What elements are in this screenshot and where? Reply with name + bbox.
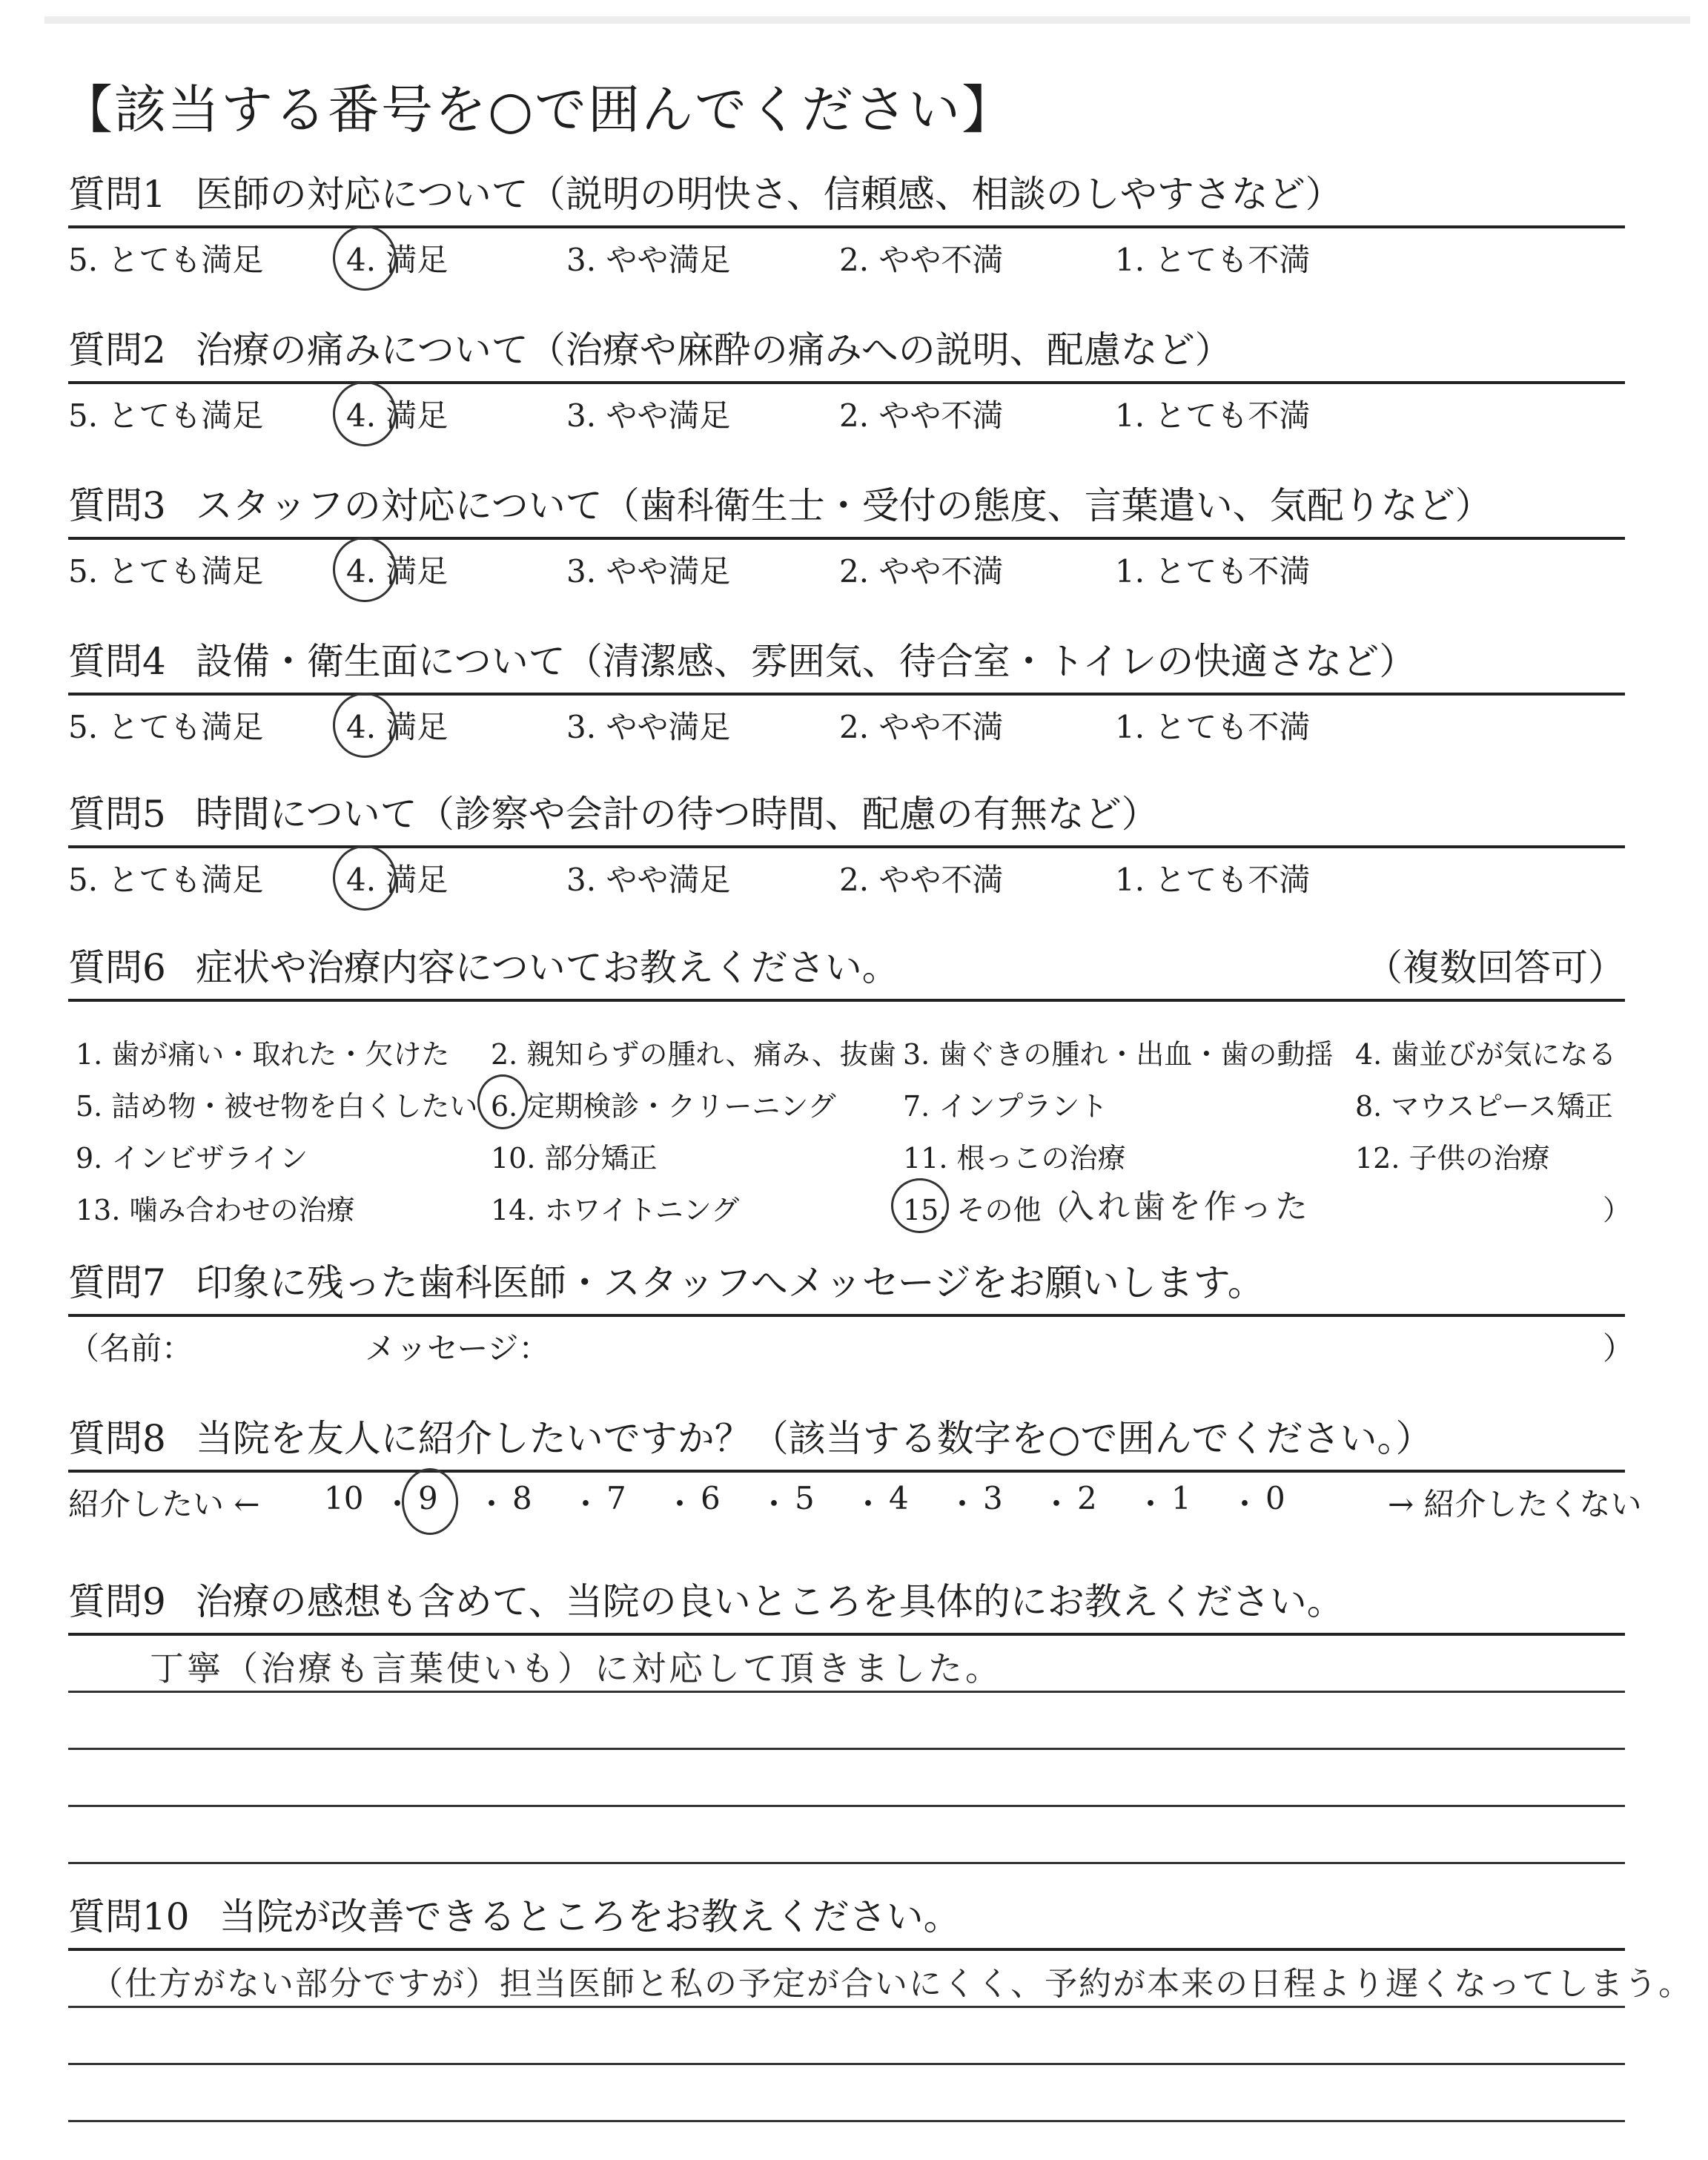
question-9 [68, 1572, 1625, 1864]
rating-option[interactable]: 1. とても不満 [1115, 862, 1311, 898]
scale-separator: ・ [947, 1486, 979, 1522]
recommend-scale [68, 1473, 1642, 1525]
message-label: メッセージ： [365, 1330, 550, 1367]
rating-options [68, 540, 1625, 592]
question-10 [68, 1887, 1693, 2122]
rating-option[interactable]: 5. とても満足 [68, 553, 264, 589]
question-6 [68, 938, 1632, 1226]
scale-separator: ・ [664, 1486, 696, 1522]
symptom-option[interactable]: 4. 歯並びが気になる [1355, 1038, 1617, 1071]
question-9-header [68, 1572, 1625, 1636]
question-8 [68, 1409, 1642, 1525]
answer-line [68, 1636, 1625, 1693]
question-8-header [68, 1409, 1625, 1473]
question-number: 質問3 [68, 484, 166, 527]
scale-separator: ・ [382, 1486, 414, 1522]
question-number: 質問7 [68, 1261, 166, 1304]
rating-options [68, 848, 1625, 900]
rating-option[interactable]: 3. やや満足 [566, 397, 731, 434]
question-5-header [68, 785, 1625, 848]
rating-option[interactable]: 1. とても不満 [1115, 397, 1311, 434]
question-4 [68, 632, 1625, 747]
answer-line [68, 2008, 1625, 2065]
scale-value[interactable]: 2 [1077, 1480, 1097, 1516]
symptom-option[interactable]: 6. 定期検診・クリーニング [491, 1090, 836, 1123]
rating-option[interactable]: 4. 満足 [346, 242, 448, 278]
message-close-paren: ） [1603, 1330, 1635, 1367]
scan-edge [44, 16, 1690, 24]
rating-option[interactable]: 4. 満足 [346, 709, 448, 745]
question-1-header [68, 165, 1625, 228]
question-10-header [68, 1887, 1625, 1951]
rating-option[interactable]: 5. とても満足 [68, 709, 264, 745]
handwritten-answer: 丁寧（治療も言葉使いも）に対応して頂きました。 [150, 1648, 1002, 1688]
rating-option[interactable]: 2. やや不満 [839, 862, 1004, 898]
rating-option[interactable]: 5. とても満足 [68, 862, 264, 898]
selection-circle [333, 845, 397, 911]
scale-separator: ・ [853, 1486, 884, 1522]
symptom-option[interactable]: 8. マウスピース矯正 [1355, 1090, 1613, 1123]
multiple-answer-note: （複数回答可） [1366, 946, 1625, 989]
rating-option[interactable]: 2. やや不満 [839, 242, 1004, 278]
rating-option[interactable]: 2. やや不満 [839, 397, 1004, 434]
scale-right-label: → 紹介したくない [1388, 1486, 1642, 1522]
rating-option[interactable]: 2. やや不満 [839, 709, 1004, 745]
question-3 [68, 476, 1625, 592]
answer-line [68, 1807, 1625, 1864]
question-6-header [68, 938, 1625, 1002]
question-text: 当院が改善できるところをお教えください。 [219, 1895, 961, 1938]
name-label: （名前： [68, 1330, 193, 1367]
symptom-option[interactable]: 7. インプラント [903, 1090, 1108, 1123]
question-7-header [68, 1253, 1625, 1317]
rating-options [68, 384, 1625, 436]
scale-separator: ・ [758, 1486, 790, 1522]
scale-separator: ・ [1041, 1486, 1073, 1522]
question-1 [68, 165, 1625, 280]
scale-value[interactable]: 1 [1171, 1480, 1191, 1516]
question-number: 質問8 [68, 1417, 166, 1460]
question-2-header [68, 320, 1625, 384]
rating-option[interactable]: 1. とても不満 [1115, 242, 1311, 278]
symptom-option[interactable]: 5. 詰め物・被せ物を白くしたい [76, 1090, 478, 1123]
question-text: 医師の対応について（説明の明快さ、信頼感、相談のしやすさなど） [195, 173, 1343, 216]
message-row [68, 1317, 1635, 1367]
question-text: 時間について（診察や会計の待つ時間、配慮の有無など） [195, 793, 1159, 836]
symptom-option[interactable]: 14. ホワイトニング [491, 1194, 740, 1226]
question-number: 質問5 [68, 793, 166, 836]
scale-value[interactable]: 8 [512, 1480, 532, 1516]
question-7 [68, 1253, 1635, 1367]
rating-option[interactable]: 5. とても満足 [68, 242, 264, 278]
scale-separator: ・ [1135, 1486, 1167, 1522]
selection-circle [333, 381, 397, 446]
question-4-header [68, 632, 1625, 696]
symptom-option[interactable]: 10. 部分矯正 [491, 1142, 658, 1175]
selection-circle [402, 1468, 458, 1535]
question-text: 治療の感想も含めて、当院の良いところを具体的にお教えください。 [195, 1580, 1344, 1623]
symptom-grid [68, 1002, 1632, 1226]
scale-value[interactable]: 7 [606, 1480, 626, 1516]
rating-options [68, 228, 1625, 280]
rating-option[interactable]: 3. やや満足 [566, 553, 731, 589]
scale-value[interactable]: 0 [1265, 1480, 1285, 1516]
scale-value[interactable]: 6 [701, 1480, 721, 1516]
selection-circle [333, 537, 397, 602]
scale-separator: ・ [570, 1486, 602, 1522]
question-number: 質問1 [68, 173, 166, 216]
answer-lines [68, 1636, 1625, 1864]
handwritten-answer: （仕方がない部分ですが）担当医師と私の予定が合いにくく、予約が本来の日程より遅くなってしまう。 [90, 1965, 1693, 2003]
scale-value[interactable]: 3 [983, 1480, 1003, 1516]
rating-options [68, 696, 1625, 747]
selection-circle [333, 693, 397, 758]
rating-option[interactable]: 2. やや不満 [839, 553, 1004, 589]
answer-line [68, 1951, 1693, 2008]
selection-circle [333, 225, 397, 291]
question-number: 質問6 [68, 946, 166, 989]
question-text: スタッフの対応について（歯科衛生士・受付の態度、言葉遣い、気配りなど） [195, 484, 1492, 527]
question-number: 質問10 [68, 1895, 190, 1938]
symptom-option[interactable]: 13. 噛み合わせの治療 [76, 1194, 355, 1226]
question-number: 質問2 [68, 328, 166, 371]
question-3-header [68, 476, 1625, 540]
page-title: 【該当する番号を○で囲んでください】 [61, 79, 1016, 140]
scale-separator: ・ [476, 1486, 508, 1522]
question-text: 症状や治療内容についてお教えください。 [195, 946, 899, 989]
scale-value[interactable]: 5 [795, 1480, 815, 1516]
rating-option[interactable]: 5. とても満足 [68, 397, 264, 434]
selection-circle [891, 1178, 949, 1233]
question-text: 印象に残った歯科医師・スタッフへメッセージをお願いします。 [195, 1261, 1265, 1304]
selection-circle [477, 1074, 528, 1129]
other-close-paren: ） [1603, 1194, 1632, 1226]
rating-option[interactable]: 4. 満足 [346, 862, 448, 898]
rating-option[interactable]: 4. 満足 [346, 397, 448, 434]
answer-line [68, 1750, 1625, 1807]
scale-left-label: 紹介したい ← [68, 1486, 260, 1522]
question-number: 質問4 [68, 640, 166, 683]
question-text: 治療の痛みについて（治療や麻酔の痛みへの説明、配慮など） [195, 328, 1232, 371]
question-text: 設備・衛生面について（清潔感、雰囲気、待合室・トイレの快適さなど） [195, 640, 1417, 683]
question-number: 質問9 [68, 1580, 166, 1623]
symptom-option[interactable]: 12. 子供の治療 [1355, 1142, 1550, 1175]
rating-option[interactable]: 1. とても不満 [1115, 553, 1311, 589]
symptom-option[interactable]: 2. 親知らずの腫れ、痛み、抜歯 [491, 1038, 896, 1071]
symptom-option[interactable]: 11. 根っこの治療 [903, 1142, 1126, 1175]
answer-line [68, 2065, 1625, 2122]
question-2 [68, 320, 1625, 436]
answer-lines [68, 1951, 1693, 2122]
rating-option[interactable]: 3. やや満足 [566, 862, 731, 898]
symptom-option[interactable]: 1. 歯が痛い・取れた・欠けた [76, 1038, 450, 1071]
answer-line [68, 1693, 1625, 1750]
scale-separator: ・ [1229, 1486, 1261, 1522]
rating-option[interactable]: 4. 満足 [346, 553, 448, 589]
other-handwritten-answer: 入れ歯を作った [1062, 1188, 1311, 1226]
rating-option[interactable]: 1. とても不満 [1115, 709, 1311, 745]
scale-value[interactable]: 9 [418, 1480, 438, 1516]
question-text: 当院を友人に紹介したいですか？（該当する数字を○で囲んでください。） [195, 1417, 1433, 1460]
rating-option[interactable]: 3. やや満足 [566, 242, 731, 278]
symptom-option[interactable]: 9. インビザライン [76, 1142, 308, 1175]
symptom-option-other[interactable]: 15. その他（ [903, 1194, 1070, 1226]
question-5 [68, 785, 1625, 900]
scale-value[interactable]: 10 [324, 1480, 364, 1516]
rating-option[interactable]: 3. やや満足 [566, 709, 731, 745]
symptom-option[interactable]: 3. 歯ぐきの腫れ・出血・歯の動揺 [903, 1038, 1334, 1071]
scale-value[interactable]: 4 [889, 1480, 909, 1516]
